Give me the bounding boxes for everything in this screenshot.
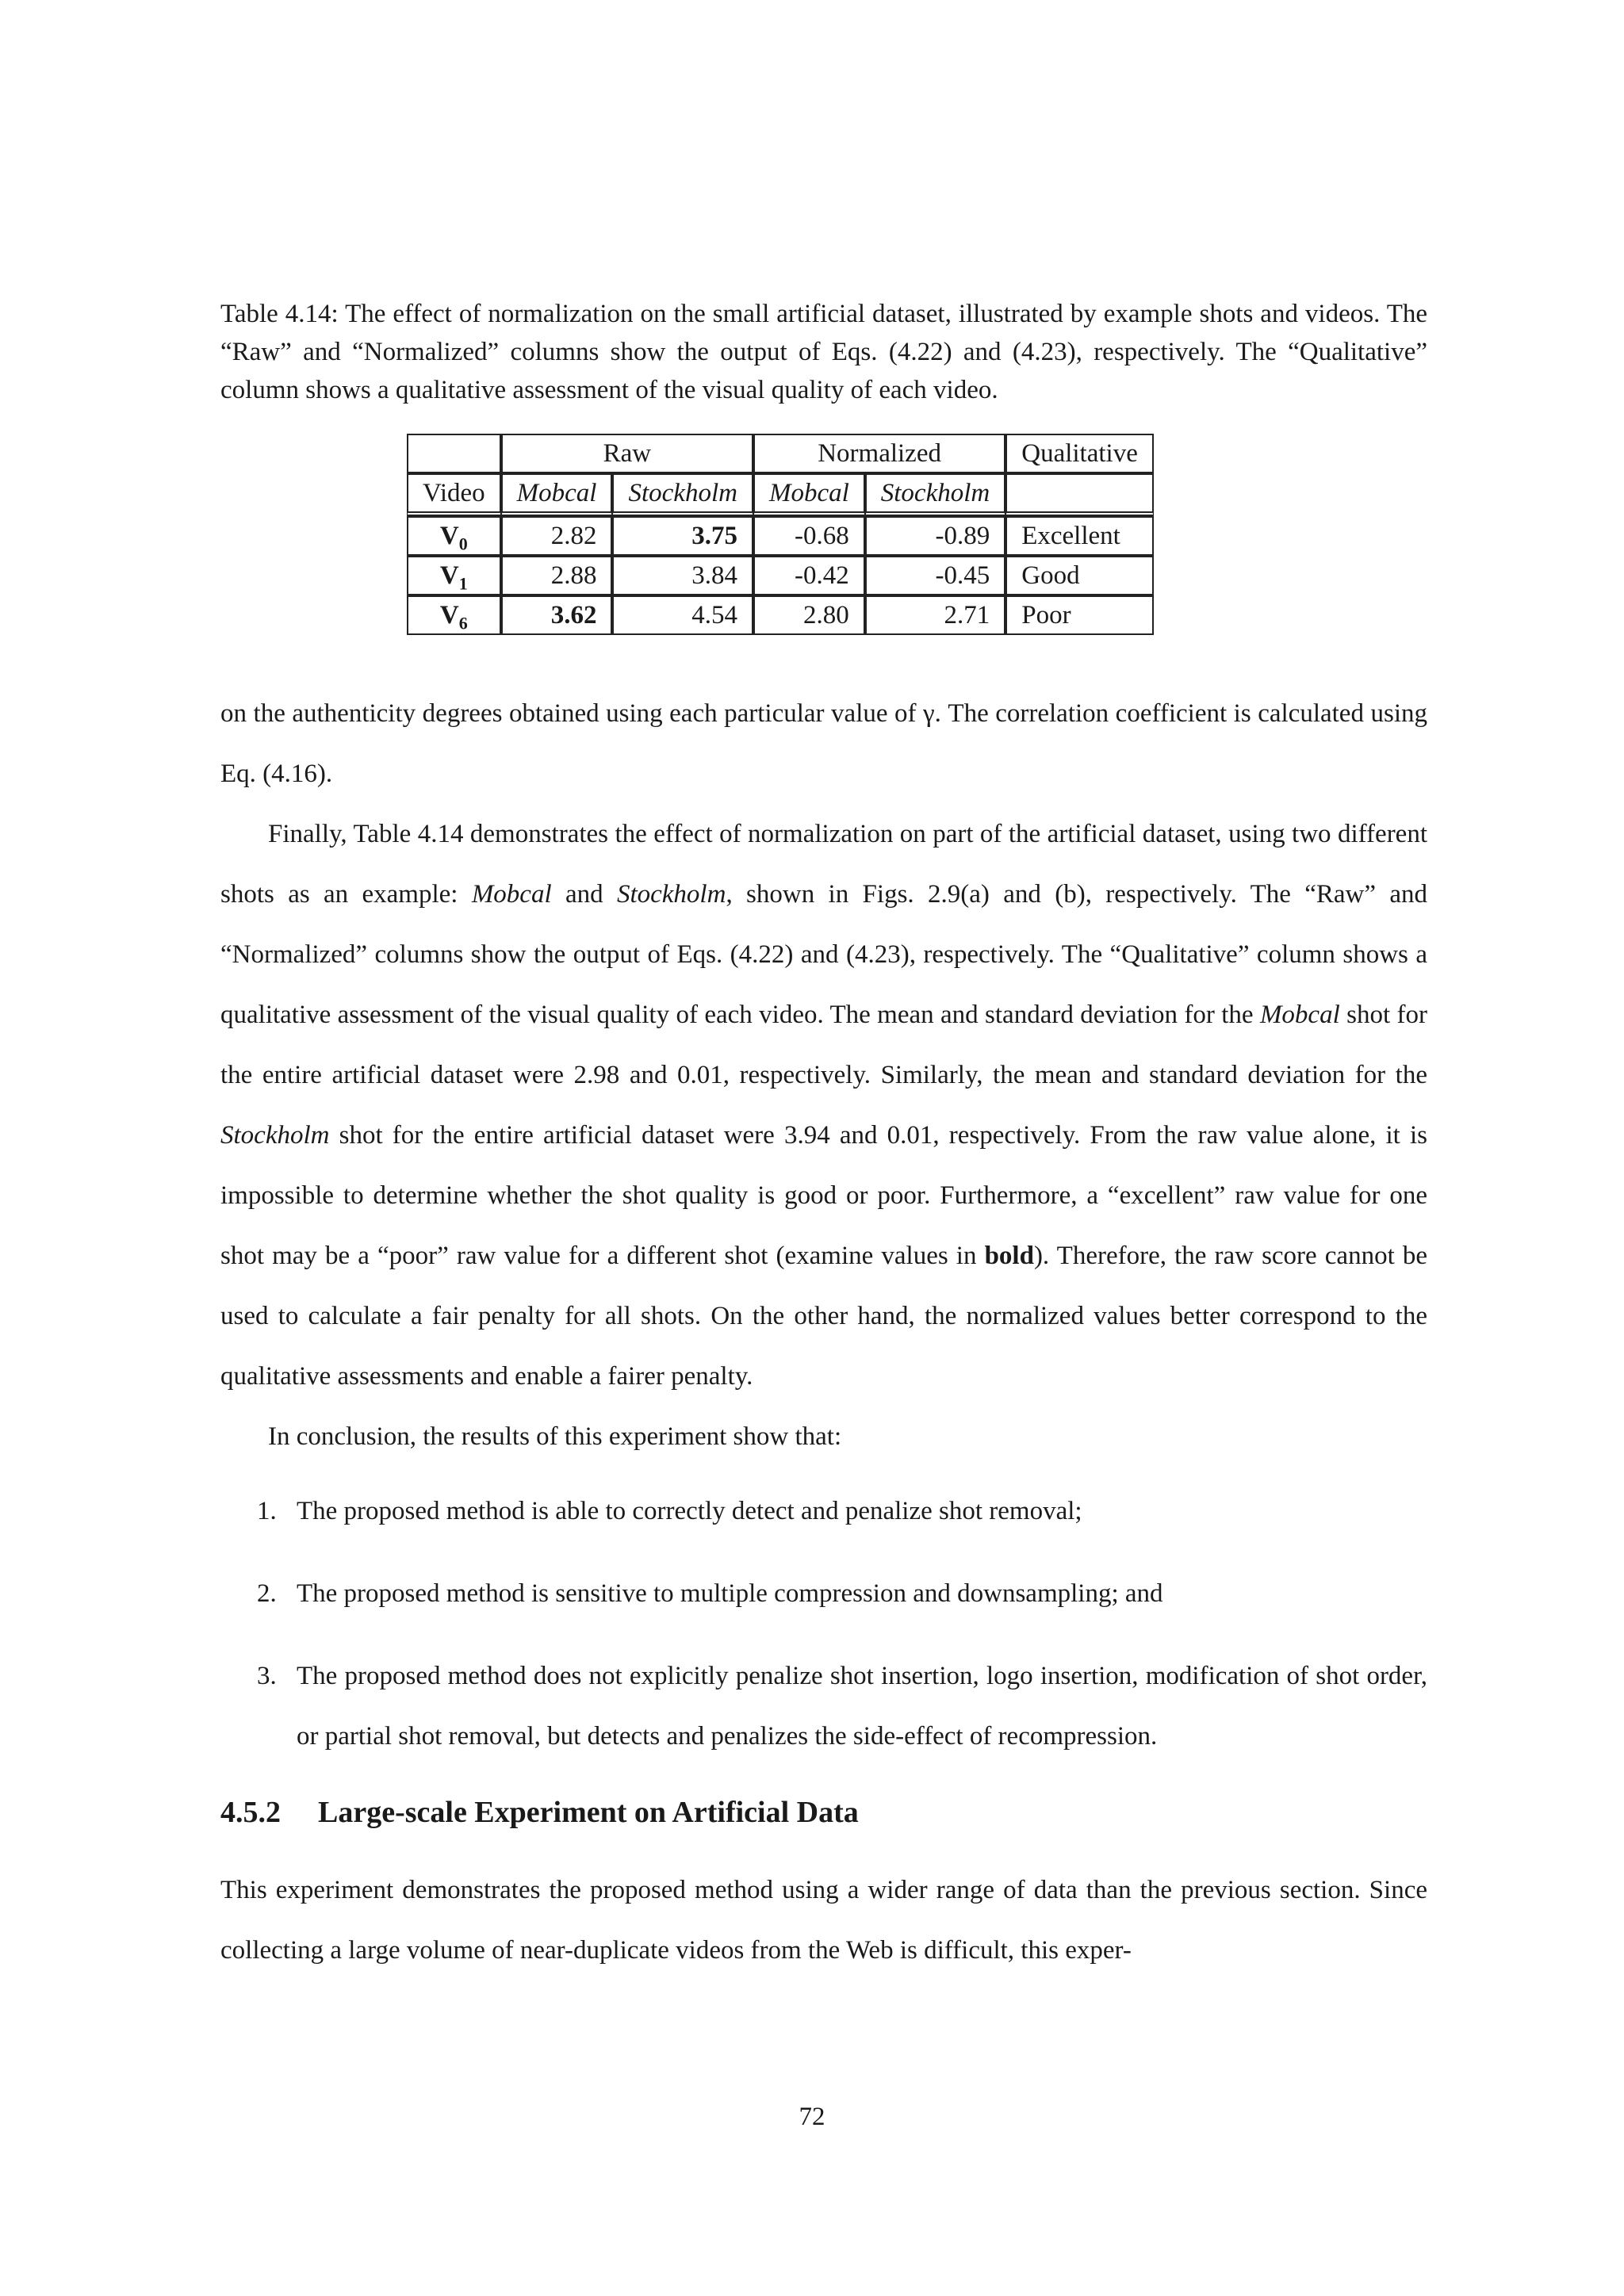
raw-mobcal-cell: 2.82: [501, 516, 613, 556]
para2-text-c: shot for the entire artificial dataset were 2.98 and 0.01, respectively. Similarly, the mean and standard deviation for the: [220, 1001, 1427, 1089]
raw-stockholm-cell: 4.54: [612, 595, 753, 635]
list-number: 3.: [257, 1662, 277, 1690]
video-cell: [407, 516, 501, 556]
norm-stockholm-cell: -0.89: [865, 516, 1005, 556]
header-qualitative: Qualitative: [1005, 434, 1154, 473]
norm-mobcal-cell: -0.42: [753, 556, 865, 595]
header-raw: Raw: [501, 434, 753, 473]
raw-mobcal-cell: 2.88: [501, 556, 613, 595]
para2-text-a: Finally, Table 4.14 demonstrates the effect of normalization on part of the artificial dataset, using two different shots as an example:: [220, 820, 1427, 909]
table-caption: Table 4.14: The effect of normalization on the small artificial dataset, illustrated by example shots and videos. The “Raw” and “Normalized” columns show the output of Eqs. (4.22) and (4.23), respectively. The “Qualitative” column shows a qualitative assessment of the visual quality of each video.: [220, 300, 1427, 404]
header-norm-mobcal: Mobcal: [753, 473, 865, 516]
list-item: [220, 1646, 1427, 1766]
list-text: The proposed method does not explicitly penalize shot insertion, logo insertion, modification of shot order, or partial shot removal, but detects and penalizes the side-effect of recompression.: [297, 1662, 1427, 1751]
norm-mobcal-cell: -0.68: [753, 516, 865, 556]
header-raw-mobcal: Mobcal: [501, 473, 613, 516]
page-number: 72: [799, 2103, 825, 2131]
para2-mobcal: Mobcal: [471, 880, 552, 909]
video-label: V: [439, 561, 459, 590]
results-table: [407, 434, 1154, 635]
norm-mobcal-cell: 2.80: [753, 595, 865, 635]
section-heading: [220, 1789, 1427, 1836]
table-row: [407, 556, 1154, 595]
para2-text-b: , shown in Figs. 2.9(a) and (b), respectively. The “Raw” and “Normalized” columns show the output of Eqs. (4.22) and (4.23), respectively. The “Qualitative” column shows a qualitative assessment of the visual quality of each video. The mean and standard deviation for the: [220, 880, 1427, 1029]
table-header-row-1: [407, 434, 1154, 473]
norm-stockholm-cell: 2.71: [865, 595, 1005, 635]
video-subscript: 6: [458, 613, 468, 633]
page-content: [220, 295, 1427, 1965]
list-text: The proposed method is able to correctly detect and penalize shot removal;: [297, 1497, 1082, 1525]
para2-stockholm-2: Stockholm: [220, 1121, 330, 1150]
section-title: Large-scale Experiment on Artificial Data: [318, 1796, 859, 1829]
header-raw-stockholm: Stockholm: [612, 473, 753, 516]
para2-text-e: ). Therefore, the raw score cannot be used to calculate a fair penalty for all shots. On the other hand, the normalized values better correspond to the qualitative assessments and enable a fairer penalty.: [220, 1242, 1427, 1391]
raw-stockholm-cell: 3.75: [612, 516, 753, 556]
table-header-row-2: [407, 473, 1154, 516]
section-number: 4.5.2: [220, 1796, 281, 1829]
header-empty-qual: [1005, 473, 1154, 516]
qualitative-cell: Good: [1005, 556, 1154, 595]
video-subscript: 1: [458, 573, 468, 594]
list-item: [220, 1481, 1427, 1541]
para2-bold: bold: [984, 1242, 1034, 1270]
para2-mobcal-2: Mobcal: [1259, 1001, 1340, 1029]
raw-stockholm-cell: 3.84: [612, 556, 753, 595]
header-video: Video: [407, 473, 501, 516]
paragraph-normalization: [220, 804, 1427, 1406]
para2-stockholm: Stockholm: [616, 880, 726, 909]
list-number: 1.: [257, 1497, 277, 1525]
qualitative-cell: Poor: [1005, 595, 1154, 635]
qualitative-cell: Excellent: [1005, 516, 1154, 556]
table-row: [407, 516, 1154, 556]
conclusion-list: [220, 1481, 1427, 1766]
paragraph-large-scale: This experiment demonstrates the proposed method using a wider range of data than the previous section. Since collecting a large volume of near-duplicate videos from the Web is difficult, this exper-: [220, 1876, 1427, 1965]
paragraph-conclusion: In conclusion, the results of this experiment show that:: [268, 1422, 842, 1451]
norm-stockholm-cell: -0.45: [865, 556, 1005, 595]
body-text: [220, 683, 1427, 1980]
list-number: 2.: [257, 1579, 277, 1608]
video-cell: [407, 556, 501, 595]
header-empty-cell: [407, 434, 501, 473]
video-label: V: [439, 601, 459, 629]
raw-mobcal-cell: 3.62: [501, 595, 613, 635]
list-text: The proposed method is sensitive to multiple compression and downsampling; and: [297, 1579, 1163, 1608]
video-subscript: 0: [458, 534, 468, 554]
header-norm-stockholm: Stockholm: [865, 473, 1005, 516]
paragraph-correlation: on the authenticity degrees obtained using each particular value of γ. The correlation coefficient is calculated using Eq. (4.16).: [220, 699, 1427, 788]
para2-text-and: and: [551, 880, 617, 909]
para2-text-d: shot for the entire artificial dataset were 3.94 and 0.01, respectively. From the raw value alone, it is impossible to determine whether the shot quality is good or poor. Furthermore, a “excellent” raw value for one shot may be a “poor” raw value for a different shot (examine values in: [220, 1121, 1427, 1270]
table-row: [407, 595, 1154, 635]
video-label: V: [439, 522, 459, 550]
video-cell: [407, 595, 501, 635]
header-normalized: Normalized: [753, 434, 1005, 473]
list-item: [220, 1563, 1427, 1624]
